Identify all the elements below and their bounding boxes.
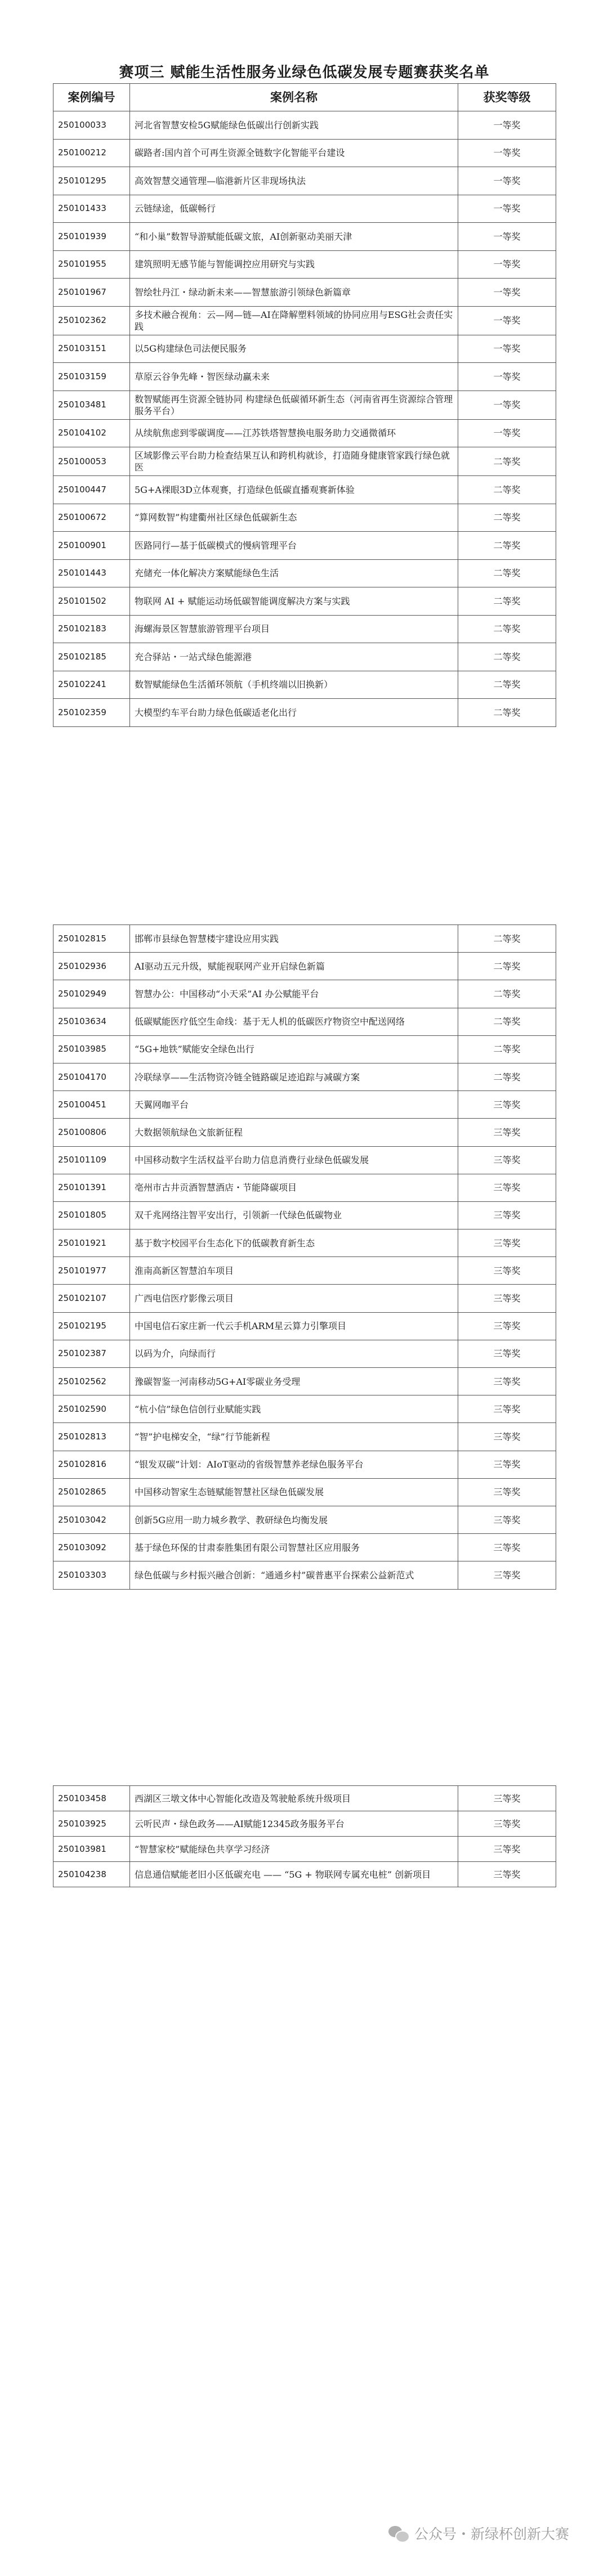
award-level-cell: 三等奖 [458,1174,556,1201]
case-code-cell: 250103985 [53,1035,130,1063]
header-case-name: 案例名称 [130,84,458,111]
case-name-cell: 物联网 AI + 赋能运动场低碳智能调度解决方案与实践 [130,587,458,616]
table-row [53,699,556,727]
case-code-cell: 250101977 [53,1257,130,1285]
case-code-cell: 250100033 [53,111,130,140]
case-code-cell: 250101805 [53,1201,130,1229]
award-level-cell: 二等奖 [458,980,556,1008]
table-row [53,1368,556,1395]
table-row [53,419,556,447]
case-code-cell: 250103159 [53,363,130,391]
award-level-cell: 一等奖 [458,279,556,307]
case-name-cell: 天翼网咖平台 [130,1091,458,1119]
table-row [53,1257,556,1285]
table-row [53,1229,556,1257]
case-name-cell: 中国移动数字生活权益平台助力信息消费行业绿色低碳发展 [130,1146,458,1174]
table-row [53,1506,556,1533]
table-row [53,139,556,167]
table-row [53,306,556,335]
case-name-cell: 智绘牡丹江・绿动新未来——智慧旅游引领绿色新篇章 [130,279,458,307]
page-title: 赛项三 赋能生活性服务业绿色低碳发展专题赛获奖名单 [119,64,490,81]
case-code-cell: 250102195 [53,1312,130,1340]
table-row [53,1451,556,1478]
table-row [53,1811,556,1837]
case-code-cell: 250104102 [53,419,130,447]
award-level-cell: 三等奖 [458,1201,556,1229]
case-name-cell: 草原云谷争先峰・智医绿动赢未来 [130,363,458,391]
case-code-cell: 250100451 [53,1091,130,1119]
case-name-cell: 区域影像云平台助力检查结果互认和跨机构就诊，打造随身健康管家践行绿色就医 [130,447,458,476]
case-code-cell: 250102590 [53,1395,130,1423]
table-row [53,1534,556,1561]
award-level-cell: 一等奖 [458,139,556,167]
case-name-cell: 低碳赋能医疗低空生命线：基于无人机的低碳医疗物资空中配送网络 [130,1008,458,1035]
award-level-cell: 二等奖 [458,671,556,699]
case-code-cell: 250102865 [53,1478,130,1506]
case-name-cell: 邯郸市县绿色智慧楼宇建设应用实践 [130,925,458,953]
case-name-cell: “和小巢”数智导游赋能低碳文旅，AI创新驱动美丽天津 [130,223,458,251]
case-code-cell: 250101391 [53,1174,130,1201]
case-name-cell: 海螺海景区智慧旅游管理平台项目 [130,615,458,643]
award-level-cell: 二等奖 [458,532,556,560]
case-code-cell: 250103092 [53,1534,130,1561]
table-header-row [53,84,556,111]
table-row [53,953,556,980]
award-level-cell: 二等奖 [458,587,556,616]
winners-table-part-2 [53,925,556,1590]
case-name-cell: 绿色低碳与乡村振兴融合创新：“通通乡村”碳普惠平台探索公益新范式 [130,1561,458,1589]
wechat-icon [388,2525,409,2542]
case-name-cell: 大模型约车平台助力绿色低碳适老化出行 [130,699,458,727]
table-row [53,671,556,699]
case-name-cell: AI驱动五元升级，赋能视联网产业开启绿色新篇 [130,953,458,980]
case-code-cell: 250100212 [53,139,130,167]
award-level-cell: 一等奖 [458,111,556,140]
case-name-cell: 基于绿色环保的甘肃泰胜集团有限公司智慧社区应用服务 [130,1534,458,1561]
case-name-cell: 医路同行—基于低碳模式的慢病管理平台 [130,532,458,560]
case-code-cell: 250101939 [53,223,130,251]
wechat-account-watermark [388,2523,569,2543]
case-code-cell: 250102813 [53,1423,130,1451]
case-name-cell: 智慧办公：中国移动“小天采”AI 办公赋能平台 [130,980,458,1008]
winners-table-part-3 [53,1785,556,1887]
case-code-cell: 250103925 [53,1811,130,1837]
table-row [53,1478,556,1506]
table-row [53,223,556,251]
award-level-cell: 一等奖 [458,335,556,363]
case-code-cell: 250103151 [53,335,130,363]
case-code-cell: 250101443 [53,559,130,587]
award-level-cell: 二等奖 [458,615,556,643]
case-name-cell: 多技术融合视角：云—网—链—AI在降解塑料领域的协同应用与ESG社会责任实践 [130,306,458,335]
case-code-cell: 250102815 [53,925,130,953]
award-level-cell: 三等奖 [458,1285,556,1312]
case-name-cell: 中国移动智家生态链赋能智慧社区绿色低碳发展 [130,1478,458,1506]
case-name-cell: “智慧家校”赋能绿色共享学习经济 [130,1837,458,1862]
case-name-cell: 大数据领航绿色文旅新征程 [130,1119,458,1146]
case-code-cell: 250101109 [53,1146,130,1174]
case-code-cell: 250103634 [53,1008,130,1035]
table-row [53,250,556,279]
table-row [53,1837,556,1862]
award-level-cell: 一等奖 [458,250,556,279]
table-row [53,615,556,643]
case-name-cell: 广西电信医疗影像云项目 [130,1285,458,1312]
table-row [53,391,556,419]
case-code-cell: 250103042 [53,1506,130,1533]
award-level-cell: 三等奖 [458,1862,556,1887]
table-row [53,1035,556,1063]
case-code-cell: 250103481 [53,391,130,419]
table-row [53,1119,556,1146]
case-code-cell: 250102936 [53,953,130,980]
table-row [53,363,556,391]
table-row [53,1174,556,1201]
table-row [53,447,556,476]
table-row [53,1285,556,1312]
case-code-cell: 250101955 [53,250,130,279]
case-code-cell: 250100447 [53,476,130,504]
award-level-cell: 三等奖 [458,1368,556,1395]
table-row [53,1146,556,1174]
case-code-cell: 250102241 [53,671,130,699]
case-code-cell: 250101967 [53,279,130,307]
case-code-cell: 250103458 [53,1786,130,1811]
case-code-cell: 250101295 [53,167,130,195]
award-level-cell: 一等奖 [458,195,556,223]
table-row [53,587,556,616]
award-level-cell: 三等奖 [458,1423,556,1451]
award-level-cell: 一等奖 [458,223,556,251]
case-code-cell: 250103303 [53,1561,130,1589]
award-level-cell: 一等奖 [458,363,556,391]
case-name-cell: 数智赋能绿色生活循环领航（手机终端以旧换新） [130,671,458,699]
case-code-cell: 250104238 [53,1862,130,1887]
case-name-cell: 5G+A裸眼3D立体观赛，打造绿色低碳直播观赛新体验 [130,476,458,504]
case-code-cell: 250101921 [53,1229,130,1257]
award-level-cell: 三等奖 [458,1146,556,1174]
case-code-cell: 250102359 [53,699,130,727]
award-level-cell: 二等奖 [458,643,556,671]
award-level-cell: 一等奖 [458,167,556,195]
case-name-cell: 高效智慧交通管理—临港新片区非现场执法 [130,167,458,195]
table-row [53,335,556,363]
case-name-cell: 云听民声・绿色政务——AI赋能12345政务服务平台 [130,1811,458,1837]
case-name-cell: 基于数字校园平台生态化下的低碳教育新生态 [130,1229,458,1257]
award-level-cell: 三等奖 [458,1534,556,1561]
award-level-cell: 一等奖 [458,391,556,419]
case-name-cell: 创新5G应用一助力城乡教学、教研绿色均衡发展 [130,1506,458,1533]
case-code-cell: 250101502 [53,587,130,616]
case-name-cell: “银发双碳”计划：AIoT驱动的省级智慧养老绿色服务平台 [130,1451,458,1478]
case-code-cell: 250102816 [53,1451,130,1478]
award-level-cell: 三等奖 [458,1811,556,1837]
case-name-cell: 双千兆网络注智平安出行，引领新一代绿色低碳物业 [130,1201,458,1229]
case-name-cell: 充储充一体化解决方案赋能绿色生活 [130,559,458,587]
award-level-cell: 三等奖 [458,1837,556,1862]
case-code-cell: 250102183 [53,615,130,643]
case-name-cell: 数智赋能再生资源全链协同 构建绿色低碳循环新生态（河南省再生资源综合管理服务平台） [130,391,458,419]
table-row [53,532,556,560]
table-row [53,980,556,1008]
case-name-cell: 云链绿途，低碳畅行 [130,195,458,223]
table-row [53,1063,556,1090]
table-row [53,559,556,587]
award-level-cell: 三等奖 [458,1478,556,1506]
table-row [53,195,556,223]
award-level-cell: 三等奖 [458,1119,556,1146]
header-case-code: 案例编号 [53,84,130,111]
award-level-cell: 二等奖 [458,699,556,727]
award-level-cell: 二等奖 [458,504,556,532]
table-row [53,1008,556,1035]
case-code-cell: 250100901 [53,532,130,560]
case-name-cell: 冷联绿享——生活物资冷链全链路碳足迹追踪与减碳方案 [130,1063,458,1090]
table-row [53,1312,556,1340]
table-row [53,111,556,140]
case-code-cell: 250101433 [53,195,130,223]
award-level-cell: 三等奖 [458,1229,556,1257]
table-row [53,504,556,532]
award-level-cell: 三等奖 [458,1257,556,1285]
case-code-cell: 250102362 [53,306,130,335]
case-name-cell: “5G+地铁”赋能安全绿色出行 [130,1035,458,1063]
table-row [53,1862,556,1887]
award-level-cell: 三等奖 [458,1561,556,1589]
case-code-cell: 250102562 [53,1368,130,1395]
winners-table-part-1 [53,83,556,727]
case-name-cell: 从续航焦虑到零碳调度——江苏铁塔智慧换电服务助力交通微循环 [130,419,458,447]
award-level-cell: 二等奖 [458,559,556,587]
case-name-cell: 河北省智慧安检5G赋能绿色低碳出行创新实践 [130,111,458,140]
case-code-cell: 250102185 [53,643,130,671]
award-level-cell: 二等奖 [458,953,556,980]
table-row [53,1201,556,1229]
case-code-cell: 250104170 [53,1063,130,1090]
table-row [53,167,556,195]
case-name-cell: 亳州市古井贡酒智慧酒店・节能降碳项目 [130,1174,458,1201]
award-level-cell: 三等奖 [458,1091,556,1119]
award-level-cell: 三等奖 [458,1395,556,1423]
award-level-cell: 二等奖 [458,925,556,953]
case-code-cell: 250102107 [53,1285,130,1312]
case-name-cell: “智”护电梯安全，“绿”行节能新程 [130,1423,458,1451]
table-row [53,1786,556,1811]
header-award-level: 获奖等级 [458,84,556,111]
award-level-cell: 二等奖 [458,1063,556,1090]
award-level-cell: 三等奖 [458,1451,556,1478]
table-row [53,1423,556,1451]
case-name-cell: 淮南高新区智慧泊车项目 [130,1257,458,1285]
case-name-cell: 豫碳智鉴一河南移动5G+AI零碳业务受理 [130,1368,458,1395]
table-row [53,1340,556,1367]
case-name-cell: 信息通信赋能老旧小区低碳充电 —— “5G + 物联网专属充电桩” 创新项目 [130,1862,458,1887]
award-level-cell: 二等奖 [458,1035,556,1063]
case-name-cell: 建筑照明无感节能与智能调控应用研究与实践 [130,250,458,279]
case-code-cell: 250102387 [53,1340,130,1367]
case-code-cell: 250100806 [53,1119,130,1146]
award-level-cell: 二等奖 [458,1008,556,1035]
case-code-cell: 250100672 [53,504,130,532]
case-name-cell: “杭小信”绿色信创行业赋能实践 [130,1395,458,1423]
award-level-cell: 三等奖 [458,1786,556,1811]
case-code-cell: 250100053 [53,447,130,476]
table-row [53,476,556,504]
case-name-cell: 碳路者:国内首个可再生资源全链数字化智能平台建设 [130,139,458,167]
case-code-cell: 250102949 [53,980,130,1008]
table-row [53,1561,556,1589]
case-name-cell: 以5G构建绿色司法便民服务 [130,335,458,363]
table-row [53,925,556,953]
award-level-cell: 一等奖 [458,306,556,335]
case-name-cell: 中国电信石家庄新一代云手机ARM星云算力引擎项目 [130,1312,458,1340]
award-level-cell: 三等奖 [458,1340,556,1367]
table-row [53,279,556,307]
account-name: 公众号・新绿杯创新大赛 [414,2526,570,2542]
table-row [53,1091,556,1119]
award-level-cell: 二等奖 [458,476,556,504]
case-code-cell: 250103981 [53,1837,130,1862]
award-level-cell: 三等奖 [458,1506,556,1533]
table-row [53,643,556,671]
award-level-cell: 一等奖 [458,419,556,447]
award-level-cell: 二等奖 [458,447,556,476]
table-row [53,1395,556,1423]
case-name-cell: 充合驿站・一站式绿色能源港 [130,643,458,671]
case-name-cell: 西湖区三墩文体中心智能化改造及驾驶舱系统升级项目 [130,1786,458,1811]
award-level-cell: 三等奖 [458,1312,556,1340]
case-name-cell: “算网数智”构建衢州社区绿色低碳新生态 [130,504,458,532]
case-name-cell: 以码为介，向绿而行 [130,1340,458,1367]
